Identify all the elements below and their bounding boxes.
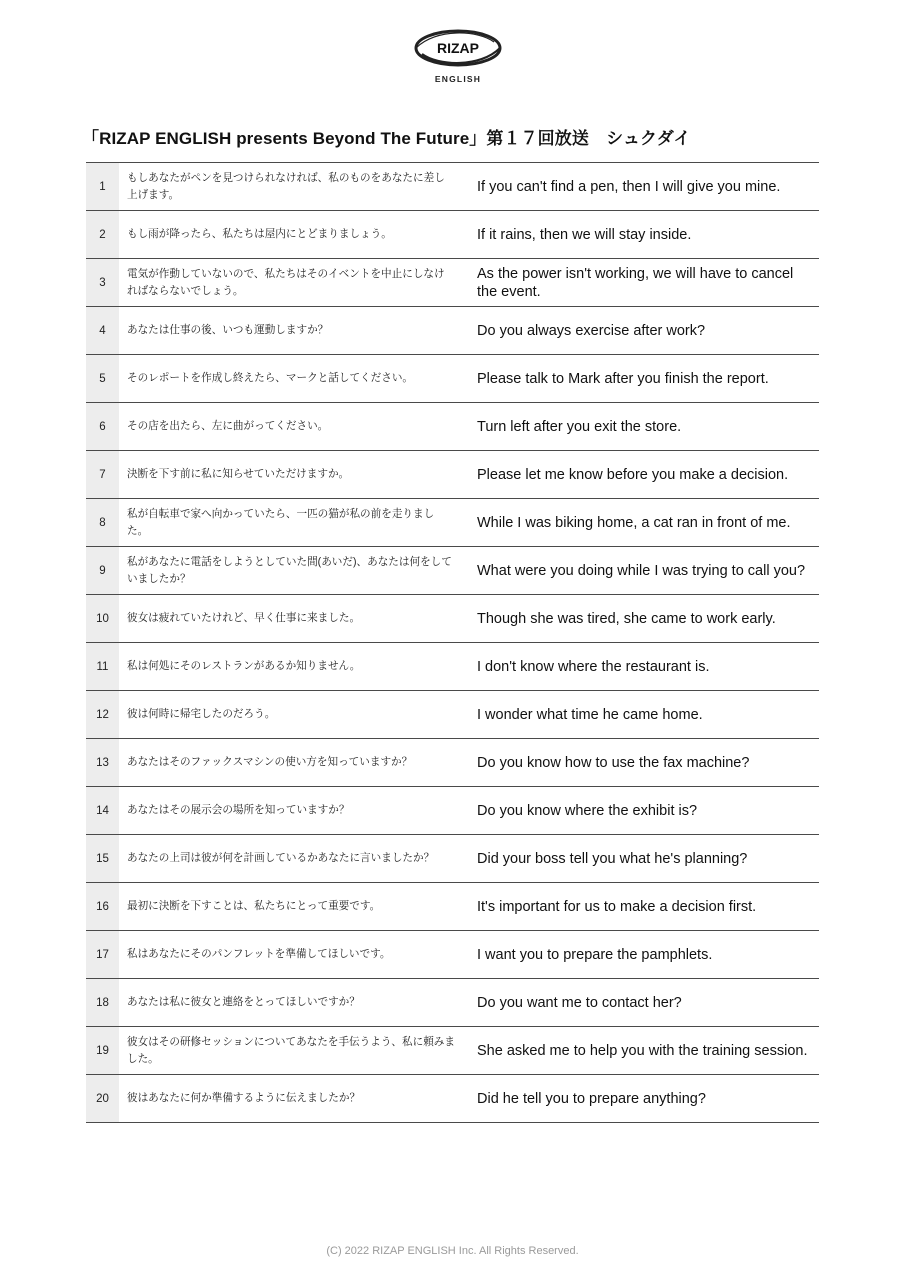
japanese-sentence-cell [119, 931, 463, 978]
row-number: 2 [86, 211, 119, 258]
japanese-sentence: 彼女はその研修セッションについてあなたを手伝うよう、私に頼みました。 [127, 1035, 455, 1065]
table-row [86, 931, 819, 979]
japanese-sentence: 私が自転車で家へ向かっていたら、一匹の猫が私の前を走りました。 [127, 507, 435, 537]
table-row [86, 883, 819, 931]
japanese-sentence-cell [119, 643, 463, 690]
english-sentence-cell [463, 979, 819, 1026]
english-sentence-cell [463, 355, 819, 402]
english-sentence-cell [463, 163, 819, 210]
japanese-sentence-cell [119, 883, 463, 930]
row-number: 19 [86, 1027, 119, 1074]
english-sentence: Turn left after you exit the store. [477, 418, 682, 435]
japanese-sentence: 彼女は疲れていたけれど、早く仕事に来ました。 [127, 612, 361, 624]
row-number: 7 [86, 451, 119, 498]
logo-emblem-icon [408, 26, 508, 72]
english-sentence-cell [463, 1075, 819, 1122]
row-number: 20 [86, 1075, 119, 1122]
english-sentence: If you can't find a pen, then I will give you mine. [477, 178, 781, 195]
english-sentence: Do you always exercise after work? [477, 322, 706, 339]
japanese-sentence-cell [119, 403, 463, 450]
english-sentence: Please talk to Mark after you finish the report. [477, 370, 769, 387]
english-sentence: I don't know where the restaurant is. [477, 658, 710, 675]
rizap-english-logo [408, 26, 508, 88]
japanese-sentence: あなたはそのファックスマシンの使い方を知っていますか？ [127, 756, 413, 768]
japanese-sentence-cell [119, 259, 463, 306]
table-row [86, 595, 819, 643]
english-sentence: I want you to prepare the pamphlets. [477, 946, 713, 963]
table-row [86, 643, 819, 691]
row-number: 17 [86, 931, 119, 978]
row-number: 12 [86, 691, 119, 738]
english-sentence-cell [463, 307, 819, 354]
page-title: 「RIZAP ENGLISH presents Beyond The Future」第１７回放送 シュクダイ [82, 129, 691, 148]
english-sentence: Do you know where the exhibit is? [477, 802, 698, 819]
english-sentence-cell [463, 691, 819, 738]
table-row [86, 163, 819, 211]
japanese-sentence-cell [119, 499, 463, 546]
logo-subtext: ENGLISH [434, 74, 482, 84]
english-sentence-cell [463, 931, 819, 978]
row-number: 14 [86, 787, 119, 834]
english-sentence: Do you know how to use the fax machine? [477, 754, 750, 771]
row-number: 5 [86, 355, 119, 402]
japanese-sentence: 電気が作動していないので、私たちはそのイベントを中止にしなければならないでしょう。 [127, 267, 445, 297]
english-sentence: I wonder what time he came home. [477, 706, 703, 723]
english-sentence-cell [463, 547, 819, 594]
english-sentence-cell [463, 1027, 819, 1074]
japanese-sentence: あなたは仕事の後、いつも運動しますか？ [127, 324, 329, 336]
japanese-sentence: あなたの上司は彼が何を計画しているかあなたに言いましたか？ [127, 852, 435, 864]
japanese-sentence: もし雨が降ったら、私たちは屋内にとどまりましょう。 [127, 228, 392, 240]
japanese-sentence: 私は何処にそのレストランがあるか知りません。 [127, 660, 361, 672]
english-sentence: Do you want me to contact her? [477, 994, 682, 1011]
english-sentence-cell [463, 403, 819, 450]
english-sentence: What were you doing while I was trying to call you? [477, 562, 806, 579]
japanese-sentence-cell [119, 595, 463, 642]
table-row [86, 1027, 819, 1075]
table-row [86, 787, 819, 835]
english-sentence: Did your boss tell you what he's planning? [477, 850, 748, 867]
table-row [86, 211, 819, 259]
japanese-sentence: 最初に決断を下すことは、私たちにとって重要です。 [127, 900, 381, 912]
row-number: 10 [86, 595, 119, 642]
japanese-sentence: 決断を下す前に私に知らせていただけますか。 [127, 468, 350, 480]
japanese-sentence: あなたはその展示会の場所を知っていますか？ [127, 804, 350, 816]
english-sentence: As the power isn't working, we will have to cancel the event. [477, 265, 794, 300]
row-number: 15 [86, 835, 119, 882]
english-sentence-cell [463, 211, 819, 258]
english-sentence-cell [463, 451, 819, 498]
japanese-sentence-cell [119, 211, 463, 258]
table-row [86, 1075, 819, 1123]
english-sentence: While I was biking home, a cat ran in front of me. [477, 514, 791, 531]
english-sentence-cell [463, 787, 819, 834]
table-row [86, 259, 819, 307]
table-row [86, 739, 819, 787]
table-row [86, 547, 819, 595]
row-number: 6 [86, 403, 119, 450]
english-sentence-cell [463, 835, 819, 882]
japanese-sentence: あなたは私に彼女と連絡をとってほしいですか？ [127, 996, 360, 1008]
english-sentence: Please let me know before you make a decision. [477, 466, 789, 483]
japanese-sentence-cell [119, 1075, 463, 1122]
table-row [86, 355, 819, 403]
japanese-sentence: その店を出たら、左に曲がってください。 [127, 420, 329, 432]
table-row [86, 979, 819, 1027]
row-number: 16 [86, 883, 119, 930]
japanese-sentence: 彼は何時に帰宅したのだろう。 [127, 708, 276, 720]
japanese-sentence: 私があなたに電話をしようとしていた間(あいだ)、あなたは何をしていましたか？ [127, 555, 452, 585]
row-number: 13 [86, 739, 119, 786]
row-number: 11 [86, 643, 119, 690]
table-row [86, 307, 819, 355]
english-sentence-cell [463, 259, 819, 306]
japanese-sentence-cell [119, 547, 463, 594]
english-sentence: Though she was tired, she came to work early. [477, 610, 776, 627]
row-number: 18 [86, 979, 119, 1026]
japanese-sentence-cell [119, 451, 463, 498]
english-sentence: It's important for us to make a decision first. [477, 898, 757, 915]
row-number: 8 [86, 499, 119, 546]
japanese-sentence-cell [119, 1027, 463, 1074]
japanese-sentence-cell [119, 355, 463, 402]
table-row [86, 835, 819, 883]
japanese-sentence: そのレポートを作成し終えたら、マークと話してください。 [127, 372, 414, 384]
english-sentence: She asked me to help you with the training session. [477, 1042, 808, 1059]
copyright-footer: (C) 2022 RIZAP ENGLISH Inc. All Rights Reserved. [326, 1245, 579, 1257]
japanese-sentence-cell [119, 835, 463, 882]
japanese-sentence: 彼はあなたに何か準備するように伝えましたか？ [127, 1092, 361, 1104]
english-sentence-cell [463, 739, 819, 786]
english-sentence-cell [463, 643, 819, 690]
english-sentence-cell [463, 883, 819, 930]
japanese-sentence-cell [119, 739, 463, 786]
japanese-sentence-cell [119, 691, 463, 738]
row-number: 3 [86, 259, 119, 306]
homework-table [86, 162, 819, 1123]
japanese-sentence-cell [119, 979, 463, 1026]
english-sentence-cell [463, 595, 819, 642]
english-sentence: Did he tell you to prepare anything? [477, 1090, 706, 1107]
table-row [86, 691, 819, 739]
english-sentence: If it rains, then we will stay inside. [477, 226, 692, 243]
table-row [86, 403, 819, 451]
english-sentence-cell [463, 499, 819, 546]
japanese-sentence-cell [119, 307, 463, 354]
table-row [86, 499, 819, 547]
japanese-sentence: もしあなたがペンを見つけられなければ、私のものをあなたに差し上げます。 [127, 171, 445, 201]
table-row [86, 451, 819, 499]
japanese-sentence-cell [119, 163, 463, 210]
logo-text: RIZAP [437, 40, 479, 56]
row-number: 9 [86, 547, 119, 594]
japanese-sentence-cell [119, 787, 463, 834]
japanese-sentence: 私はあなたにそのパンフレットを準備してほしいです。 [127, 948, 391, 960]
row-number: 4 [86, 307, 119, 354]
row-number: 1 [86, 163, 119, 210]
